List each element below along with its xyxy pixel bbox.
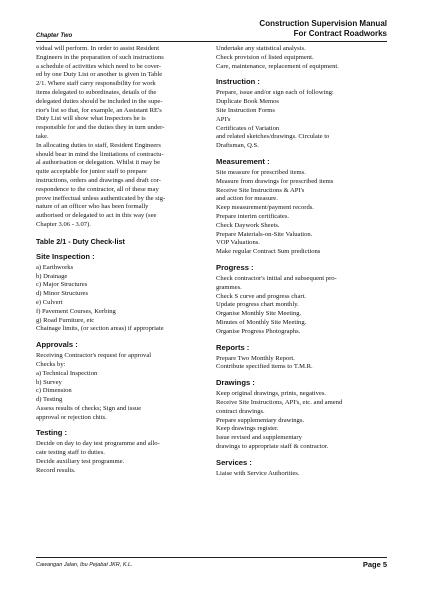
measurement-list (216, 169, 388, 257)
text-line: API's (216, 115, 231, 123)
text-line: al authorisation or delegation. Whilst it may be (36, 159, 161, 167)
text-line: Assess results of checks; Sign and issue (36, 404, 142, 412)
site-inspection-list (36, 264, 208, 334)
text-line: should bear in mind the limitations of contractu- (36, 150, 164, 158)
text-line: instructions, orders and drawings and draft cor- (36, 176, 161, 184)
text-line: Undertake any statistical analysis. (216, 45, 306, 52)
reports-heading: Reports : (216, 342, 250, 352)
text-line: Checks by: (36, 360, 66, 368)
list-item: e) Culvert (36, 298, 63, 306)
text-line: Prepare supplementary drawings. (216, 416, 305, 424)
text-line: Keep measurement/payment records. (216, 204, 314, 212)
text-line: Make regular Contract Sum predictions (216, 248, 321, 256)
approvals-heading: Approvals : (36, 340, 78, 350)
text-line: responsible for and the duties they in turn under- (36, 124, 165, 132)
list-item: g) Road Furniture, etc (36, 316, 95, 324)
measurement-heading: Measurement : (216, 156, 270, 166)
text-line: Keep drawings register. (216, 425, 279, 433)
intro-paragraph (36, 45, 208, 142)
text-line: delegated duties should be included in the supe- (36, 97, 163, 105)
list-item: a) Earthworks (36, 263, 74, 271)
equipment-lines (216, 45, 388, 71)
progress-heading: Progress : (216, 262, 254, 272)
testing-list (36, 440, 208, 475)
text-line: contract drawings. (216, 407, 265, 415)
text-line: quite acceptable for junior staff to prepare (36, 168, 147, 176)
list-item: f) Pavement Courses, Kerbing (36, 307, 116, 315)
instruction-heading: Instruction : (216, 77, 260, 87)
text-line: a schedule of activities which need to be cover- (36, 62, 162, 70)
text-line: d) Testing (36, 396, 63, 404)
text-line: grammes. (216, 283, 242, 291)
text-line: drawings to appropriate staff & contractor. (216, 442, 329, 450)
footer-rule (36, 557, 387, 558)
text-line: Decide auxiliary test programme. (36, 458, 125, 466)
text-line: and related sketches/drawings. Circulate to (216, 133, 330, 141)
text-line: Draftsman, Q.S. (216, 142, 259, 150)
text-line: ed by one Duty List or another is given in Table (36, 71, 163, 79)
text-line: a) Technical Inspection (36, 369, 98, 377)
text-line: Issue revised and supplementary (216, 434, 302, 442)
right-column (216, 45, 388, 478)
text-line: In allocating duties to staff, Resident Engineers (36, 141, 161, 149)
text-line: Care, maintenance, replacement of equipment. (216, 62, 339, 70)
text-line: Engineers in the preparation of such instructions (36, 53, 164, 61)
text-line: Contribute specified items to T.M.R. (216, 363, 313, 371)
document-title-line1: Construction Supervision Manual (259, 19, 387, 28)
text-line: Duty List will show what Inspectors he is (36, 115, 146, 123)
text-line: Record results. (36, 466, 76, 474)
text-line: Update progress chart monthly. (216, 301, 299, 309)
text-line: Minutes of Monthly Site Meeting. (216, 318, 307, 326)
text-line: c) Dimension (36, 387, 72, 395)
progress-list (216, 275, 388, 337)
delegation-paragraph (36, 142, 208, 230)
text-line: Measure from drawings for prescribed items (216, 177, 334, 185)
footer-organisation: Cawangan Jalan, Ibu Pejabat JKR, K.L. (36, 562, 133, 568)
text-line: Receive Site Instructions, API's, etc. and amend (216, 398, 343, 406)
testing-heading: Testing : (36, 428, 68, 438)
text-line: Check S curve and progress chart. (216, 292, 307, 300)
site-inspection-heading: Site Inspection : (36, 251, 95, 261)
document-title-line2: For Contract Roadworks (293, 29, 387, 38)
text-line: Site Instruction Forms (216, 106, 275, 114)
text-line: b) Survey (36, 378, 62, 386)
instruction-list (216, 89, 388, 151)
text-line: Prepare Materials-on-Site Valuation. (216, 230, 313, 238)
text-line: authorised or delegated to act in this way (see (36, 212, 157, 220)
text-line: 2/1. Where staff carry responsibility for work (36, 80, 156, 88)
text-line: Prepare, issue and/or sign each of following: (216, 89, 334, 97)
text-line: approval or rejection chits. (36, 413, 107, 421)
text-line: nature of an officer who has been formally (36, 203, 149, 211)
text-line: Receiving Contractor's request for approval (36, 352, 152, 360)
text-line: Decide on day to day test programme and allo- (36, 440, 160, 448)
text-line: Prepare interim certificates. (216, 212, 290, 220)
table-title: Table 2/1 - Duty Check-list (36, 236, 125, 246)
services-list (216, 470, 388, 479)
approvals-list (36, 352, 208, 422)
text-line: and action for measure. (216, 195, 278, 203)
text-line: Receive Site Instructions & API's (216, 186, 305, 194)
text-line: Organise Progress Photographs. (216, 327, 301, 335)
text-line: Certificates of Variation (216, 124, 280, 132)
text-line: respondence to the contractor, all of these may (36, 185, 159, 193)
list-item: d) Minor Structures (36, 290, 89, 298)
list-item: c) Major Structures (36, 281, 88, 289)
text-line: Liaise with Service Authorities. (216, 469, 300, 477)
drawings-list (216, 390, 388, 452)
left-column (36, 45, 208, 476)
text-line: Prepare Two Monthly Report. (216, 354, 295, 362)
reports-list (216, 355, 388, 373)
text-line: take. (36, 132, 49, 140)
text-line: vidual will perform. In order to assist Resident (36, 45, 160, 52)
text-line: Keep original drawings, prints, negatives. (216, 390, 327, 398)
text-line: rior's list so that, for example, an Assistant RE's (36, 106, 162, 114)
drawings-heading: Drawings : (216, 378, 255, 388)
text-line: cate testing staff to duties. (36, 449, 105, 457)
text-line: prove ineffectual unless authenticated by the sig- (36, 194, 166, 202)
text-line: items delegated to subordinates, details of the (36, 88, 157, 96)
text-line: Chapter 3.06 - 3.07). (36, 220, 91, 228)
document-title (259, 19, 387, 39)
text-line: Duplicate Book Memos (216, 98, 279, 106)
text-line: Organise Monthly Site Meeting. (216, 310, 302, 318)
list-item: b) Drainage (36, 272, 68, 280)
page-number: Page 5 (362, 560, 387, 569)
list-item: Chainage limits, (or section areas) if appropriate (36, 325, 164, 333)
services-heading: Services : (216, 457, 252, 467)
text-line: Site measure for prescribed items. (216, 168, 306, 176)
text-line: Check provision of listed equipment. (216, 53, 314, 61)
text-line: Check Daywork Sheets. (216, 221, 280, 229)
text-line: Check contractor's initial and subsequent pro- (216, 274, 337, 282)
text-line: VOP Valuations. (216, 239, 260, 247)
chapter-label: Chapter Two (36, 33, 73, 39)
header-rule (36, 41, 387, 42)
